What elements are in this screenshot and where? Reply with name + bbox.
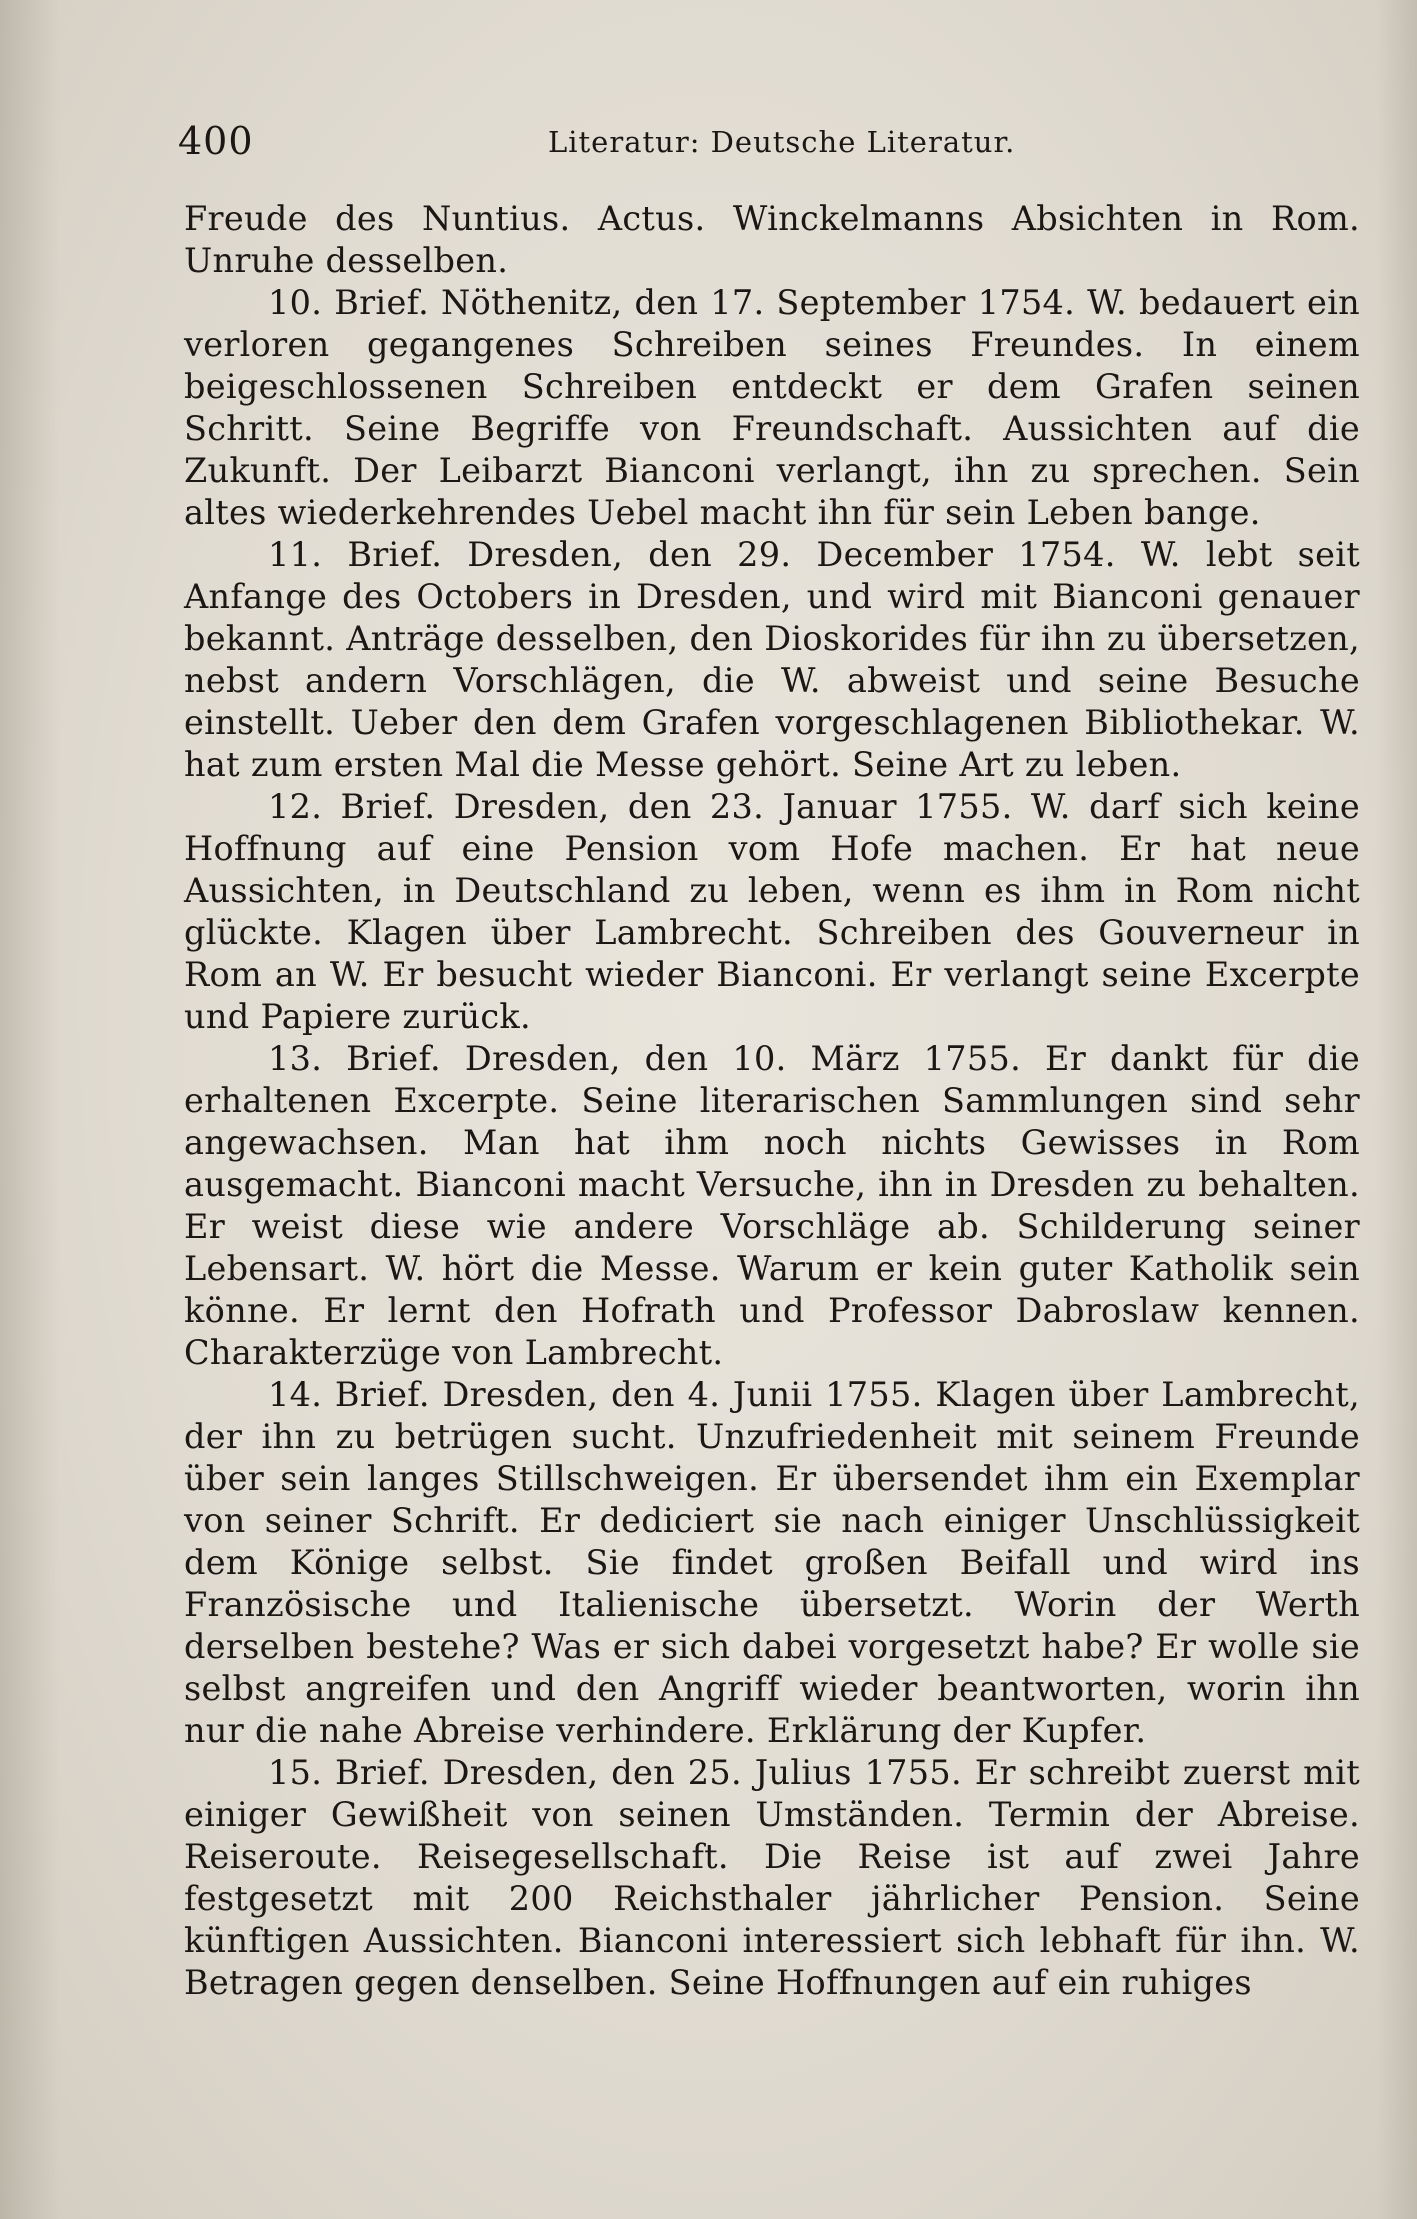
page-header — [178, 116, 1358, 166]
letter-entry-10: 10. Brief. Nöthenitz, den 17. September 1754. W. bedauert ein verloren gegangenes Schreiben seines Freundes. In einem beigeschlossenen Schreiben entdeckt er dem Grafen seinen Schritt. Seine Begriffe von Freundschaft. Aussichten auf die Zukunft. Der Leibarzt Bianconi verlangt, ihn zu sprechen. Sein altes wiederkehrendes Uebel macht ihn für sein Leben bange. — [184, 283, 1360, 532]
running-head: Literatur: Deutsche Literatur. — [548, 125, 1016, 159]
page-edge-shadow-right — [1377, 0, 1417, 2219]
body-text — [184, 198, 1360, 2004]
page-edge-shadow-left — [0, 0, 60, 2219]
letter-entry-13: 13. Brief. Dresden, den 10. März 1755. Er dankt für die erhaltenen Excerpte. Seine literarischen Sammlungen sind sehr angewachsen. Man hat ihm noch nichts Gewisses in Rom ausgemacht. Bianconi macht Versuche, ihn in Dresden zu behalten. Er weist diese wie andere Vorschläge ab. Schilderung seiner Lebensart. W. hört die Messe. Warum er kein guter Katholik sein könne. Er lernt den Hofrath und Professor Dabroslaw kennen. Charakterzüge von Lambrecht. — [184, 1039, 1360, 1372]
paragraph-continuation: Freude des Nuntius. Actus. Winckelmanns Absichten in Rom. Unruhe desselben. — [184, 199, 1360, 280]
letter-entry-15: 15. Brief. Dresden, den 25. Julius 1755. Er schreibt zuerst mit einiger Gewißheit von seinen Umständen. Termin der Abreise. Reiseroute. Reisegesellschaft. Die Reise ist auf zwei Jahre festgesetzt mit 200 Reichsthaler jährlicher Pension. Seine künftigen Aussichten. Bianconi interessiert sich lebhaft für ihn. W. Betragen gegen denselben. Seine Hoffnungen auf ein ruhiges — [184, 1753, 1360, 2002]
letter-entry-12: 12. Brief. Dresden, den 23. Januar 1755. W. darf sich keine Hoffnung auf eine Pension vom Hofe machen. Er hat neue Aussichten, in Deutschland zu leben, wenn es ihm in Rom nicht glückte. Klagen über Lambrecht. Schreiben des Gouverneur in Rom an W. Er besucht wieder Bianconi. Er verlangt seine Excerpte und Papiere zurück. — [184, 787, 1360, 1036]
page-number: 400 — [178, 119, 254, 163]
letter-entry-11: 11. Brief. Dresden, den 29. December 1754. W. lebt seit Anfange des Octobers in Dresden, und wird mit Bianconi genauer bekannt. Anträge desselben, den Dioskorides für ihn zu übersetzen, nebst andern Vorschlägen, die W. abweist und seine Besuche einstellt. Ueber den dem Grafen vorgeschlagenen Bibliothekar. W. hat zum ersten Mal die Messe gehört. Seine Art zu leben. — [184, 535, 1360, 784]
letter-entry-14: 14. Brief. Dresden, den 4. Junii 1755. Klagen über Lambrecht, der ihn zu betrügen sucht. Unzufriedenheit mit seinem Freunde über sein langes Stillschweigen. Er übersendet ihm ein Exemplar von seiner Schrift. Er dediciert sie nach einiger Unschlüssigkeit dem Könige selbst. Sie findet großen Beifall und wird ins Französische und Italienische übersetzt. Worin der Werth derselben bestehe? Was er sich dabei vorgesetzt habe? Er wolle sie selbst angreifen und den Angriff wieder beantworten, worin ihn nur die nahe Abreise verhindere. Erklärung der Kupfer. — [184, 1375, 1360, 1750]
